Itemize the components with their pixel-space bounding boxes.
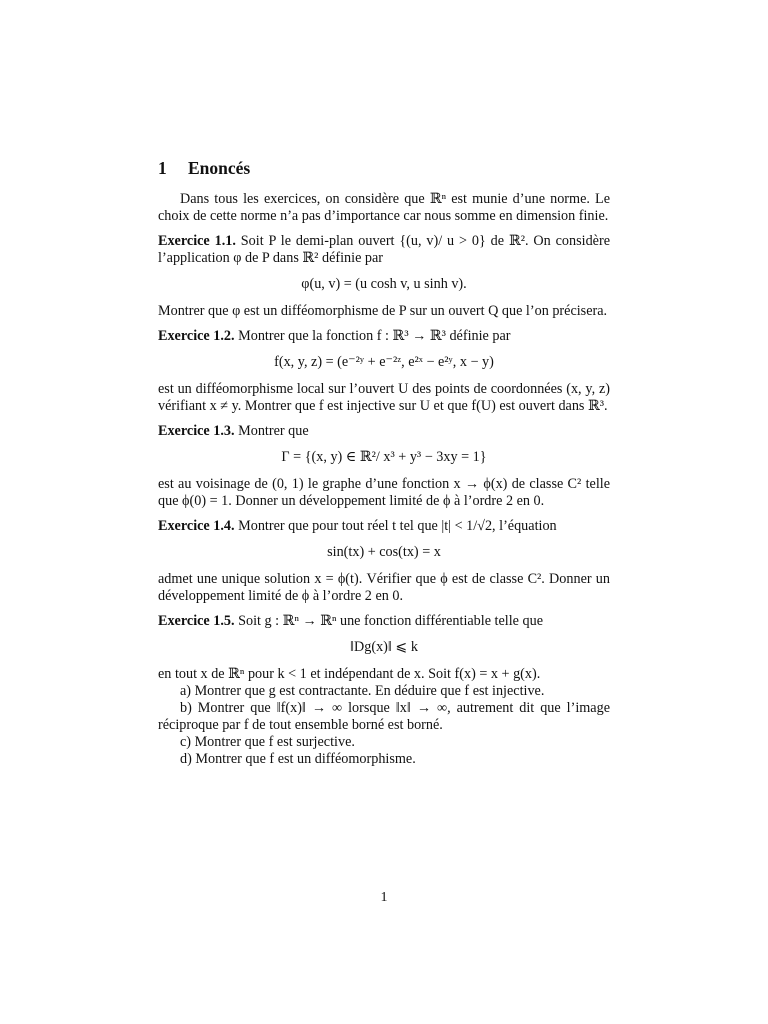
section-number: 1 [158,158,167,178]
exercise-continuation: est un difféomorphisme local sur l’ouvert U des points de coordonnées (x, y, z) vérifiant x ≠ y. Montrer que f est injective sur U et que f(U) est ouvert dans ℝ³. [158,381,610,414]
exercise-label: Exercice 1.1. [158,233,236,249]
document-body [158,160,610,768]
exercise-continuation: en tout x de ℝⁿ pour k < 1 et indépendant de x. Soit f(x) = x + g(x). [158,666,541,682]
exercise-1-1 [158,233,610,320]
section-heading [158,160,610,177]
exercise-statement: Soit g : ℝⁿ → ℝⁿ une fonction différentiable telle que [238,613,544,629]
page-number: 1 [380,890,388,905]
question-b: b) Montrer que ‖f(x)‖ → ∞ lorsque ‖x‖ → ∞, autrement dit que l’image réciproque par f de tout ensemble borné est borné. [158,700,610,733]
question-a: a) Montrer que g est contractante. En déduire que f est injective. [180,683,545,699]
exercise-statement: Montrer que la fonction f : ℝ³ → ℝ³ définie par [238,328,511,344]
display-formula: sin(tx) + cos(tx) = x [327,544,441,560]
question-d: d) Montrer que f est un difféomorphisme. [180,751,416,767]
exercise-statement: Montrer que pour tout réel t tel que |t| < 1/√2, l’équation [238,518,557,534]
question-c: c) Montrer que f est surjective. [180,734,355,750]
display-formula: ‖Dg(x)‖ ⩽ k [350,639,418,655]
exercise-label: Exercice 1.4. [158,518,235,534]
display-formula: f(x, y, z) = (e⁻²ʸ + e⁻²ᶻ, e²ˣ − e²ʸ, x − y) [274,354,494,370]
section-title: Enoncés [188,158,251,178]
exercise-continuation: Montrer que φ est un difféomorphisme de P sur un ouvert Q que l’on précisera. [158,303,608,319]
display-formula: φ(u, v) = (u cosh v, u sinh v). [301,276,467,292]
exercise-1-4 [158,518,610,605]
exercise-label: Exercice 1.2. [158,328,235,344]
exercise-statement: Soit P le demi-plan ouvert {(u, v)/ u > 0} de ℝ². On considère l’application φ de P dans ℝ² définie par [158,233,610,266]
intro-paragraph: Dans tous les exercices, on considère que ℝⁿ est munie d’une norme. Le choix de cette norme n’a pas d’importance car nous somme en dimension finie. [158,191,610,224]
display-formula: Γ = {(x, y) ∈ ℝ²/ x³ + y³ − 3xy = 1} [281,449,487,465]
exercise-1-3 [158,423,610,510]
exercise-continuation: est au voisinage de (0, 1) le graphe d’une fonction x → ϕ(x) de classe C² telle que ϕ(0) = 1. Donner un développement limité de ϕ à l’ordre 2 en 0. [158,476,610,509]
exercise-label: Exercice 1.5. [158,613,235,629]
exercise-1-2 [158,328,610,415]
exercise-statement: Montrer que [238,423,309,439]
exercise-continuation: admet une unique solution x = ϕ(t). Vérifier que ϕ est de classe C². Donner un développement limité de ϕ à l’ordre 2 en 0. [158,571,610,604]
exercise-1-5 [158,613,610,768]
exercise-label: Exercice 1.3. [158,423,235,439]
